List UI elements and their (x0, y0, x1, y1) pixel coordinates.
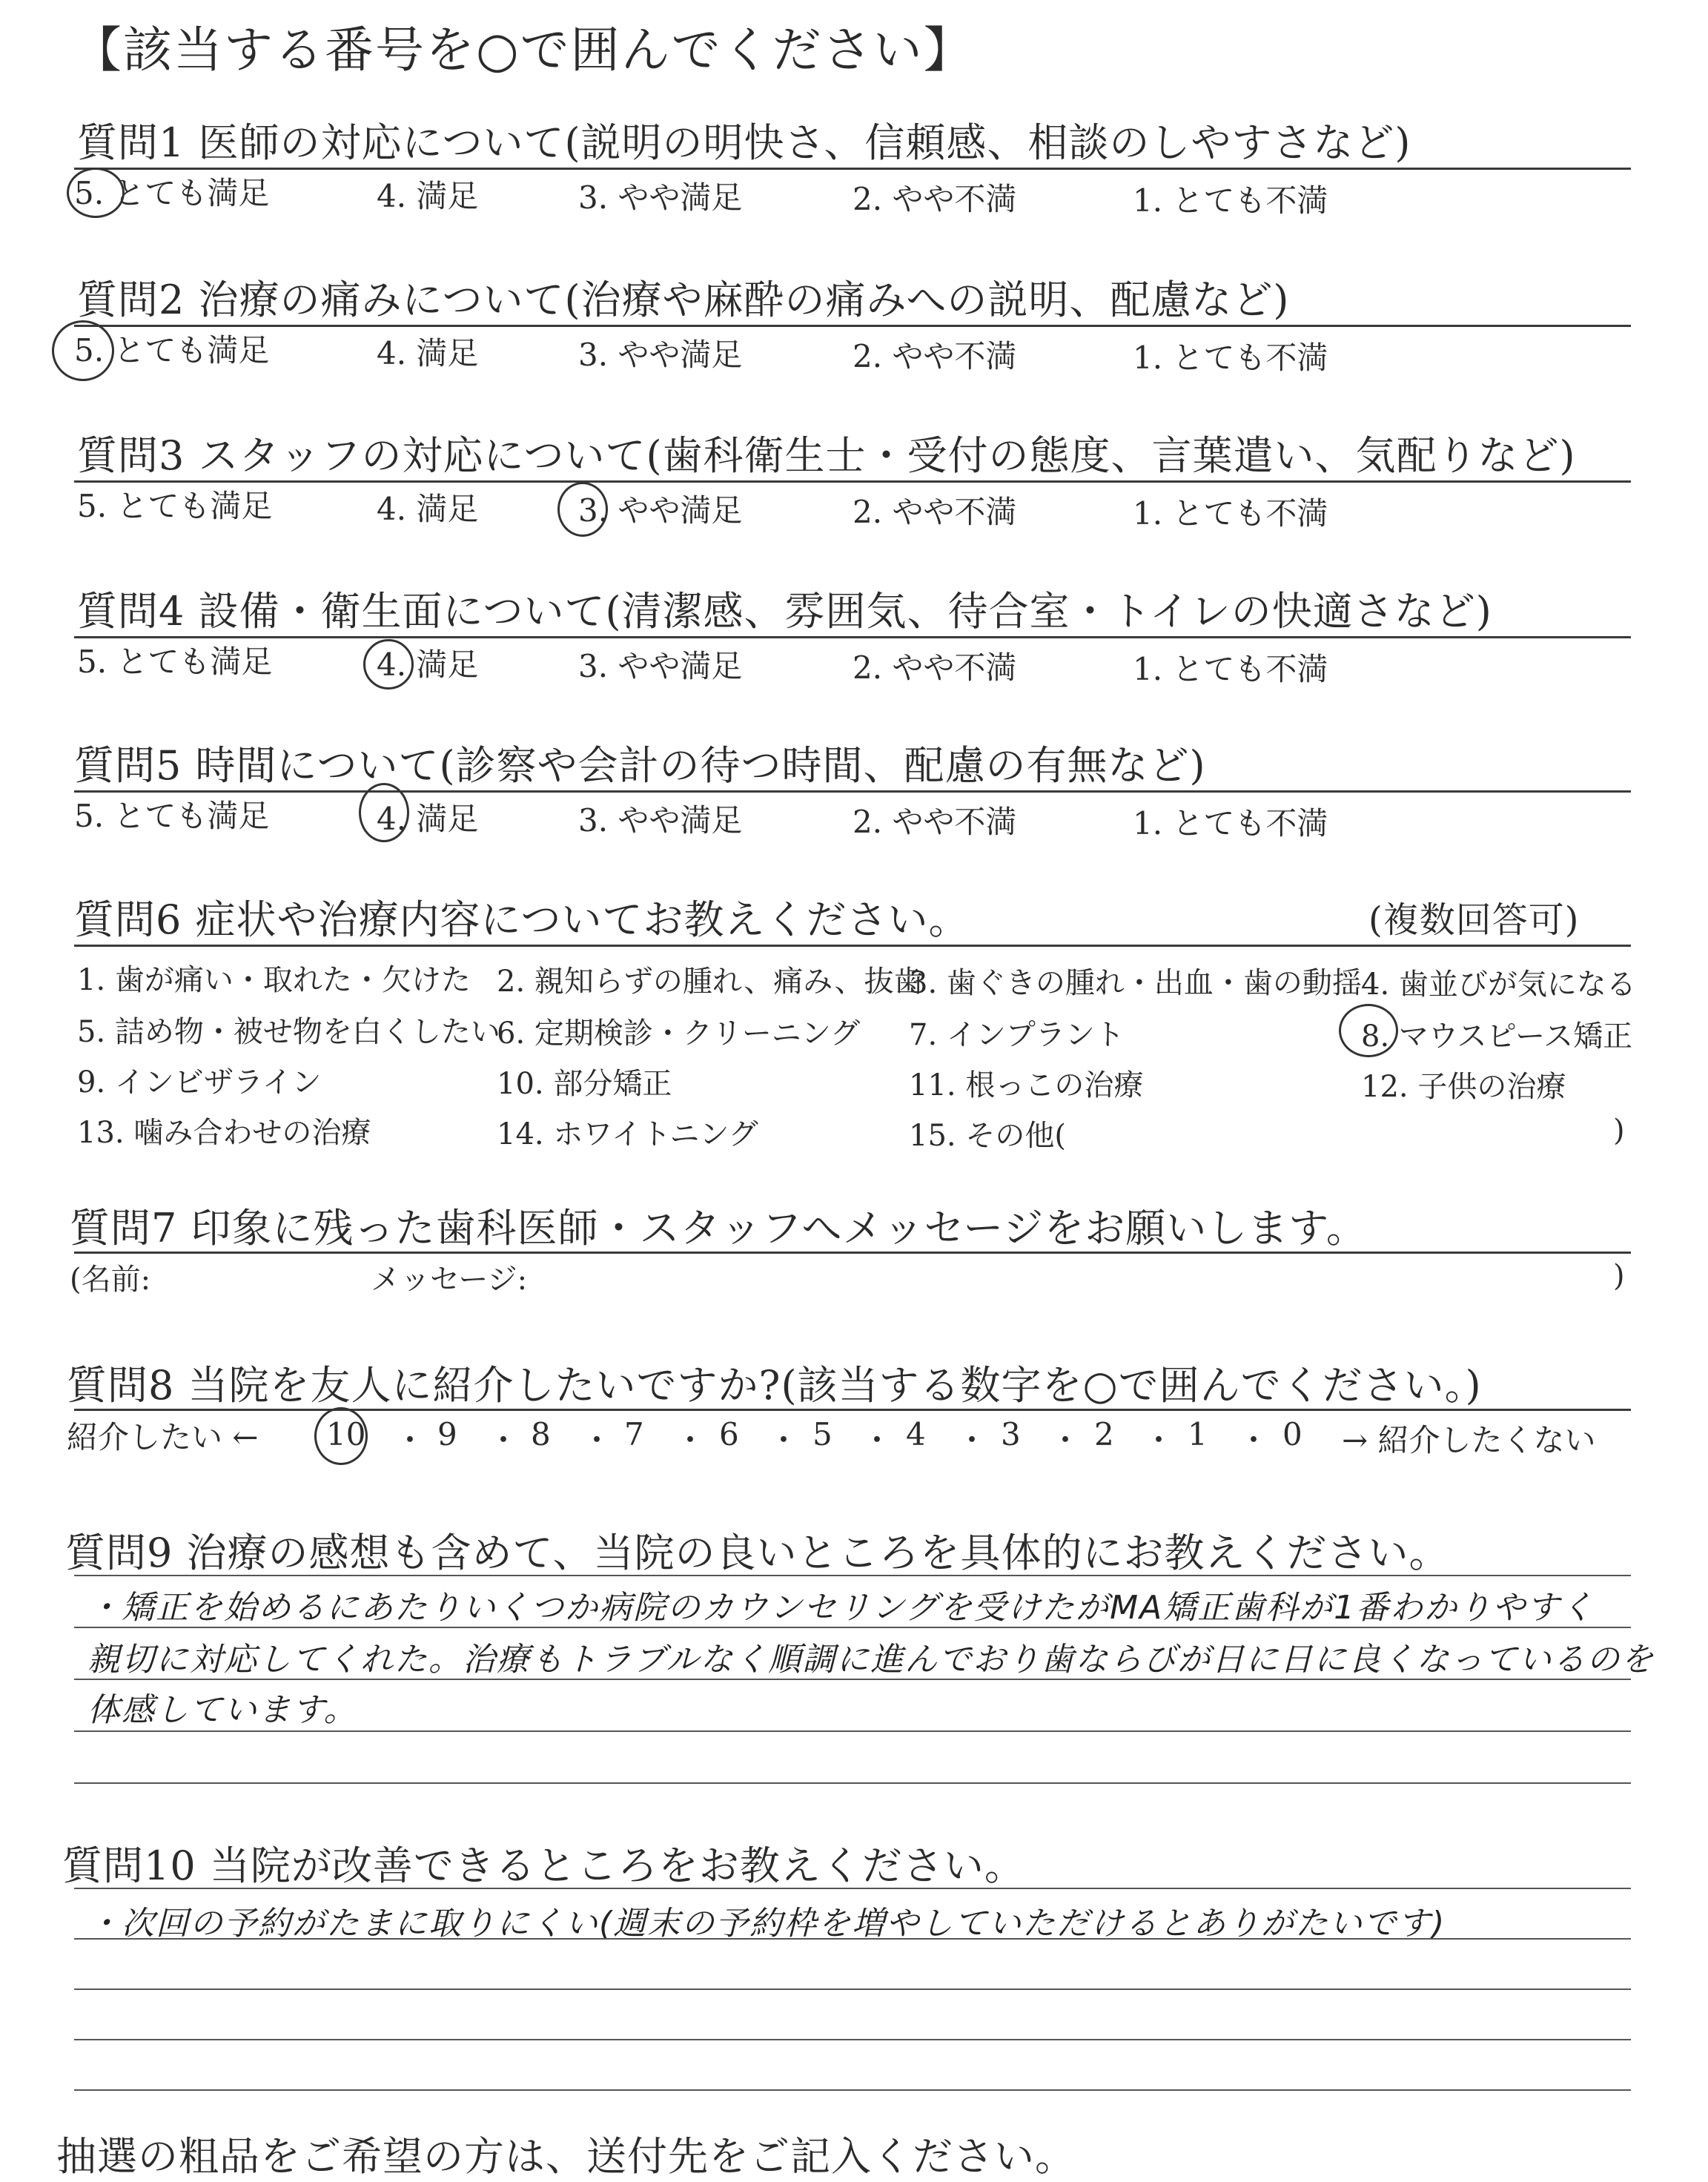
scale-dot: ・ (861, 1422, 893, 1458)
message-label: メッセージ: (371, 1263, 528, 1297)
q4-option-1[interactable]: 1. とても不満 (1133, 651, 1328, 687)
question-3-title: 質問3 スタッフの対応について(歯科衛生士・受付の態度、言葉遣い、気配りなど) (77, 432, 1576, 479)
q3-option-1[interactable]: 1. とても不満 (1133, 495, 1328, 532)
q1-selection-circle (67, 168, 125, 218)
score-10[interactable]: 10 (326, 1416, 366, 1452)
scale-dot: ・ (394, 1422, 426, 1458)
q4-option-5[interactable]: 5. とても満足 (77, 644, 273, 680)
answer-line (74, 1730, 1631, 1732)
q5-selection-circle (359, 783, 409, 842)
answer-line (74, 2039, 1631, 2040)
q6-option-13[interactable]: 13. 噛み合わせの治療 (77, 1116, 371, 1150)
score-3[interactable]: 3 (1001, 1416, 1021, 1452)
scale-dot: ・ (1238, 1422, 1270, 1458)
score-2[interactable]: 2 (1094, 1416, 1114, 1452)
q6-option-5[interactable]: 5. 詰め物・被せ物を白くしたい (77, 1015, 500, 1049)
q3-option-5[interactable]: 5. とても満足 (77, 488, 273, 524)
q5-option-5[interactable]: 5. とても満足 (74, 798, 270, 834)
q6-option-14[interactable]: 14. ホワイトニング (497, 1117, 758, 1151)
q6-option-2[interactable]: 2. 親知らずの腫れ、痛み、抜歯 (497, 965, 924, 999)
score-6[interactable]: 6 (719, 1416, 739, 1452)
q4-option-3[interactable]: 3. やや満足 (578, 648, 743, 684)
q1-option-1[interactable]: 1. とても不満 (1133, 182, 1328, 219)
q6-selection-circle (1339, 1004, 1398, 1057)
question-6-title: 質問6 症状や治療内容についてお教えください。 (74, 896, 970, 943)
q6-option-8[interactable]: 8. マウスピース矯正 (1361, 1019, 1633, 1054)
q2-option-4[interactable]: 4. 満足 (377, 335, 479, 371)
q6-option-6[interactable]: 6. 定期検診・クリーニング (497, 1016, 861, 1051)
answer-line (74, 1679, 1631, 1680)
score-9[interactable]: 9 (437, 1416, 457, 1452)
q2-option-1[interactable]: 1. とても不満 (1133, 340, 1328, 376)
scale-dot: ・ (488, 1422, 520, 1458)
q4-selection-circle (363, 639, 414, 690)
divider (74, 636, 1631, 638)
q6-option-11[interactable]: 11. 根っこの治療 (909, 1068, 1144, 1102)
question-7-title: 質問7 印象に残った歯科医師・スタッフへメッセージをお願いします。 (70, 1205, 1367, 1252)
q3-option-4[interactable]: 4. 満足 (377, 491, 479, 527)
question-2-title: 質問2 治療の痛みについて(治療や麻酔の痛みへの説明、配慮など) (77, 277, 1290, 323)
other-close-paren: ) (1613, 1114, 1625, 1148)
question-5-title: 質問5 時間について(診察や会計の待つ時間、配慮の有無など) (74, 742, 1206, 789)
q9-answer-line-2: 親切に対応してくれた。治療もトラブルなく順調に進んでおり歯ならびが日に日に良くなっているのを (87, 1641, 1655, 1679)
name-label: (名前: (70, 1263, 151, 1297)
q9-answer-line-3: 体感しています。 (87, 1691, 358, 1729)
q8-selection-circle (314, 1407, 368, 1465)
answer-line (74, 2089, 1631, 2091)
divider (74, 1252, 1631, 1254)
divider (74, 480, 1631, 483)
q6-option-1[interactable]: 1. 歯が痛い・取れた・欠けた (77, 963, 471, 997)
q1-option-2[interactable]: 2. やや不満 (853, 181, 1017, 217)
q9-answer-line-1: ・矯正を始めるにあたりいくつか病院のカウンセリングを受けたがMA矯正歯科が1番わかりやすく (87, 1589, 1595, 1627)
message-close-paren: ) (1613, 1259, 1625, 1293)
q6-option-15[interactable]: 15. その他( (909, 1119, 1066, 1153)
q3-selection-circle (557, 482, 608, 537)
score-7[interactable]: 7 (624, 1416, 644, 1452)
q4-option-2[interactable]: 2. やや不満 (853, 649, 1017, 686)
q2-option-2[interactable]: 2. やや不満 (853, 338, 1017, 374)
q6-option-10[interactable]: 10. 部分矯正 (497, 1067, 672, 1101)
question-10-title: 質問10 当院が改善できるところをお教えください。 (62, 1842, 1025, 1889)
question-8-title: 質問8 当院を友人に紹介したいですか?(該当する数字を○で囲んでください。) (67, 1362, 1482, 1409)
recommend-left-label: 紹介したい ← (67, 1419, 259, 1455)
divider (74, 945, 1631, 947)
q6-option-7[interactable]: 7. インプラント (909, 1018, 1125, 1052)
question-4-title: 質問4 設備・衛生面について(清潔感、雰囲気、待合室・トイレの快適さなど) (77, 588, 1492, 635)
divider (74, 790, 1631, 793)
divider (74, 1409, 1631, 1411)
q6-option-4[interactable]: 4. 歯並びが気になる (1361, 968, 1636, 1002)
answer-line (74, 1938, 1631, 1940)
question-1-title: 質問1 医師の対応について(説明の明快さ、信頼感、相談のしやすさなど) (77, 119, 1411, 166)
q1-option-5[interactable]: 5. とても満足 (74, 175, 270, 211)
scale-dot: ・ (1143, 1422, 1175, 1458)
q2-selection-circle (52, 320, 114, 381)
question-9-title: 質問9 治療の感想も含めて、当院の良いところを具体的にお教えください。 (65, 1530, 1450, 1576)
score-5[interactable]: 5 (812, 1416, 833, 1452)
footer-instruction: 抽選の粗品をご希望の方は、送付先をご記入ください。 (56, 2133, 1076, 2180)
q3-option-2[interactable]: 2. やや不満 (853, 494, 1017, 530)
page-title: 【該当する番号を○で囲んでください】 (73, 22, 974, 79)
q1-option-3[interactable]: 3. やや満足 (578, 179, 743, 216)
score-4[interactable]: 4 (906, 1416, 926, 1452)
divider (74, 325, 1631, 327)
q3-option-3[interactable]: 3. やや満足 (578, 492, 743, 529)
answer-line (74, 1627, 1631, 1628)
scale-dot: ・ (1050, 1422, 1082, 1458)
q1-option-4[interactable]: 4. 満足 (377, 178, 479, 214)
answer-line (74, 1575, 1631, 1576)
scale-dot: ・ (675, 1422, 706, 1458)
scale-dot: ・ (768, 1422, 800, 1458)
answer-line (74, 1988, 1631, 1990)
score-0[interactable]: 0 (1282, 1416, 1302, 1452)
score-8[interactable]: 8 (531, 1416, 551, 1452)
q5-option-1[interactable]: 1. とても不満 (1133, 805, 1328, 842)
q5-option-3[interactable]: 3. やや満足 (578, 802, 743, 839)
q10-answer-line-1: ・次回の予約がたまに取りにくい(週末の予約枠を増やしていただけるとありがたいです) (87, 1905, 1446, 1943)
recommend-right-label: → 紹介したくない (1342, 1422, 1596, 1458)
answer-line (74, 1888, 1631, 1889)
scale-dot: ・ (956, 1422, 988, 1458)
q2-option-3[interactable]: 3. やや満足 (578, 337, 743, 373)
q6-option-3[interactable]: 3. 歯ぐきの腫れ・出血・歯の動揺 (909, 966, 1362, 1000)
q2-option-5[interactable]: 5. とても満足 (74, 332, 270, 368)
scale-dot: ・ (581, 1422, 613, 1458)
divider (74, 168, 1631, 170)
q5-option-2[interactable]: 2. やや不満 (853, 804, 1017, 840)
q4-option-4[interactable]: 4. 満足 (377, 647, 479, 683)
q6-option-9[interactable]: 9. インビザライン (77, 1065, 322, 1100)
multiple-answer-note: (複数回答可) (1368, 899, 1580, 941)
q5-option-4[interactable]: 4. 満足 (377, 801, 479, 837)
score-1[interactable]: 1 (1188, 1416, 1208, 1452)
q6-option-12[interactable]: 12. 子供の治療 (1361, 1070, 1566, 1104)
answer-line (74, 1782, 1631, 1784)
